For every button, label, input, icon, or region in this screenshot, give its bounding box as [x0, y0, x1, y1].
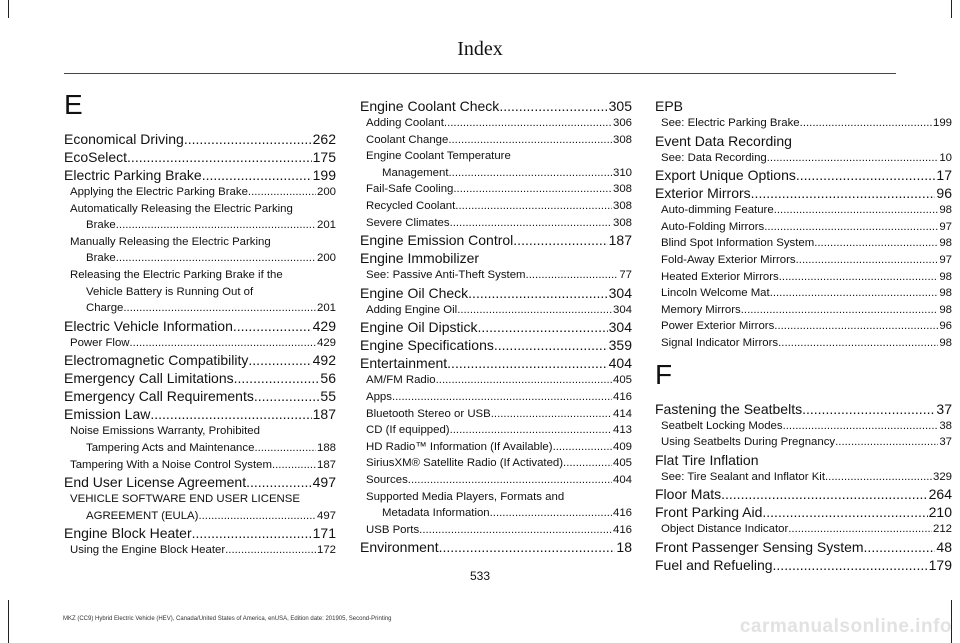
index-entry[interactable]: Engine Oil Dipstick ..... 304 — [360, 318, 632, 336]
index-subentry[interactable]: Apps ..... 416 — [360, 389, 632, 406]
index-subentry[interactable]: Fold-Away Exterior Mirrors ..... 97 — [655, 252, 952, 269]
index-subentry[interactable]: Seatbelt Locking Modes ..... 38 — [655, 418, 952, 435]
index-subentry[interactable]: Heated Exterior Mirrors ..... 98 — [655, 269, 952, 286]
index-entry[interactable]: Engine Specifications ..... 359 — [360, 336, 632, 354]
index-subentry[interactable]: Brake ..... 201 — [64, 217, 336, 234]
index-subentry[interactable]: Bluetooth Stereo or USB ..... 414 — [360, 406, 632, 423]
index-subentry[interactable]: AM/FM Radio ..... 405 — [360, 372, 632, 389]
index-subentry[interactable]: See: Data Recording ..... 10 — [655, 150, 952, 167]
index-subentry[interactable]: See: Passive Anti-Theft System ..... 77 — [360, 267, 632, 284]
section-letter-f: F — [655, 358, 673, 390]
index-subentry: Vehicle Battery is Running Out of — [86, 285, 254, 298]
index-entry[interactable]: Electric Parking Brake ..... 199 — [64, 166, 336, 184]
index-subentry: Supported Media Players, Formats and — [366, 490, 565, 503]
index-subentry[interactable]: Recycled Coolant ..... 308 — [360, 198, 632, 215]
section-letter-e: E — [64, 89, 83, 120]
index-subentry[interactable]: Management ..... 310 — [360, 165, 632, 182]
index-subentry[interactable]: Blind Spot Information System ..... 98 — [655, 235, 952, 252]
index-entry[interactable]: Fuel and Refueling ..... 179 — [655, 556, 952, 574]
index-subentry[interactable]: Power Flow ..... 429 — [64, 335, 336, 352]
index-entry[interactable]: Entertainment ..... 404 — [360, 354, 632, 372]
watermark: carmanualsonline.info — [739, 616, 952, 637]
index-subentry: Engine Coolant Temperature — [366, 150, 511, 163]
index-entry[interactable]: Engine Coolant Check ..... 305 — [360, 97, 632, 115]
index-subentry[interactable]: Adding Coolant ..... 306 — [360, 115, 632, 132]
index-entry[interactable]: Emergency Call Limitations ..... 56 — [64, 369, 336, 387]
crop-mark-top-right — [951, 0, 952, 18]
edition-footer: MKZ (CC9) Hybrid Electric Vehicle (HEV), Canada/United States of America, enUSA, Edition date: 201905, Second-Printing — [63, 616, 392, 622]
index-subentry[interactable]: Object Distance Indicator ..... 212 — [655, 521, 952, 538]
index-subentry[interactable]: Using the Engine Block Heater ..... 172 — [64, 542, 336, 559]
index-subentry: Releasing the Electric Parking Brake if the — [70, 268, 283, 281]
index-subentry: Automatically Releasing the Electric Parking — [70, 202, 293, 215]
index-subentry[interactable]: HD Radio™ Information (If Available) ..... 409 — [360, 439, 632, 456]
index-entry: Engine Immobilizer — [360, 250, 480, 267]
index-entry[interactable]: Front Passenger Sensing System ..... 48 — [655, 538, 952, 556]
page-title: Index — [457, 38, 503, 60]
index-entry: Event Data Recording — [655, 132, 792, 149]
index-subentry[interactable]: USB Ports ..... 416 — [360, 522, 632, 539]
index-subentry[interactable]: SiriusXM® Satellite Radio (If Activated) ..... 405 — [360, 455, 632, 472]
index-subentry[interactable]: Charge ..... 201 — [64, 300, 336, 317]
index-column-1 — [64, 88, 336, 559]
index-subentry[interactable]: Auto-dimming Feature ..... 98 — [655, 202, 952, 219]
index-subentry[interactable]: See: Tire Sealant and Inflator Kit ..... 329 — [655, 469, 952, 486]
index-subentry[interactable]: See: Electric Parking Brake ..... 199 — [655, 115, 952, 132]
index-subentry[interactable]: Severe Climates ..... 308 — [360, 215, 632, 232]
index-entry[interactable]: Economical Driving ..... 262 — [64, 130, 336, 148]
index-entry[interactable]: Engine Emission Control ..... 187 — [360, 231, 632, 249]
index-subentry[interactable]: Using Seatbelts During Pregnancy ..... 37 — [655, 434, 952, 451]
index-subentry: Manually Releasing the Electric Parking — [70, 235, 271, 248]
index-column-3 — [655, 97, 952, 574]
index-subentry[interactable]: Coolant Change ..... 308 — [360, 132, 632, 149]
index-entry[interactable]: Environment ..... 18 — [360, 538, 632, 556]
index-entry[interactable]: Engine Block Heater ..... 171 — [64, 524, 336, 542]
index-subentry: VEHICLE SOFTWARE END USER LICENSE — [70, 493, 300, 506]
index-entry[interactable]: Exterior Mirrors ..... 96 — [655, 184, 952, 202]
index-subentry[interactable]: Power Exterior Mirrors ..... 96 — [655, 318, 952, 335]
index-entry[interactable]: EcoSelect ..... 175 — [64, 148, 336, 166]
crop-mark-top-left — [8, 0, 9, 18]
index-entry[interactable]: Electromagnetic Compatibility ..... 492 — [64, 351, 336, 369]
index-subentry[interactable]: Auto-Folding Mirrors ..... 97 — [655, 219, 952, 236]
index-entry[interactable]: Front Parking Aid ..... 210 — [655, 503, 952, 521]
page-number: 533 — [469, 569, 491, 583]
index-entry[interactable]: Export Unique Options ..... 17 — [655, 166, 952, 184]
index-entry[interactable]: Floor Mats ..... 264 — [655, 485, 952, 503]
index-subentry[interactable]: Sources ..... 404 — [360, 472, 632, 489]
index-entry[interactable]: Fastening the Seatbelts ..... 37 — [655, 400, 952, 418]
index-entry[interactable]: Electric Vehicle Information ..... 429 — [64, 317, 336, 335]
index-subentry[interactable]: Metadata Information ..... 416 — [360, 505, 632, 522]
index-subentry[interactable]: Adding Engine Oil ..... 304 — [360, 302, 632, 319]
index-subentry[interactable]: Tampering With a Noise Control System ..... 187 — [64, 457, 336, 474]
index-column-2 — [360, 97, 632, 556]
header-rule — [64, 73, 896, 74]
index-subentry[interactable]: CD (If equipped) ..... 413 — [360, 422, 632, 439]
index-entry[interactable]: Emission Law ..... 187 — [64, 405, 336, 423]
index-subentry[interactable]: AGREEMENT (EULA) ..... 497 — [64, 508, 336, 525]
index-subentry[interactable]: Brake ..... 200 — [64, 250, 336, 267]
crop-mark-bottom-left — [8, 600, 9, 643]
index-subentry[interactable]: Memory Mirrors ..... 98 — [655, 302, 952, 319]
index-entry[interactable]: Emergency Call Requirements ..... 55 — [64, 387, 336, 405]
index-subentry: Noise Emissions Warranty, Prohibited — [70, 425, 260, 438]
index-subentry[interactable]: Signal Indicator Mirrors ..... 98 — [655, 335, 952, 352]
index-entry: Flat Tire Inflation — [655, 451, 759, 468]
index-subentry[interactable]: Tampering Acts and Maintenance ..... 188 — [64, 440, 336, 457]
index-subentry[interactable]: Lincoln Welcome Mat ..... 98 — [655, 285, 952, 302]
index-entry[interactable]: End User License Agreement ..... 497 — [64, 473, 336, 491]
index-entry: EPB — [655, 98, 684, 114]
index-subentry[interactable]: Applying the Electric Parking Brake ..... 200 — [64, 184, 336, 201]
index-entry[interactable]: Engine Oil Check ..... 304 — [360, 284, 632, 302]
index-subentry[interactable]: Fail-Safe Cooling ..... 308 — [360, 181, 632, 198]
